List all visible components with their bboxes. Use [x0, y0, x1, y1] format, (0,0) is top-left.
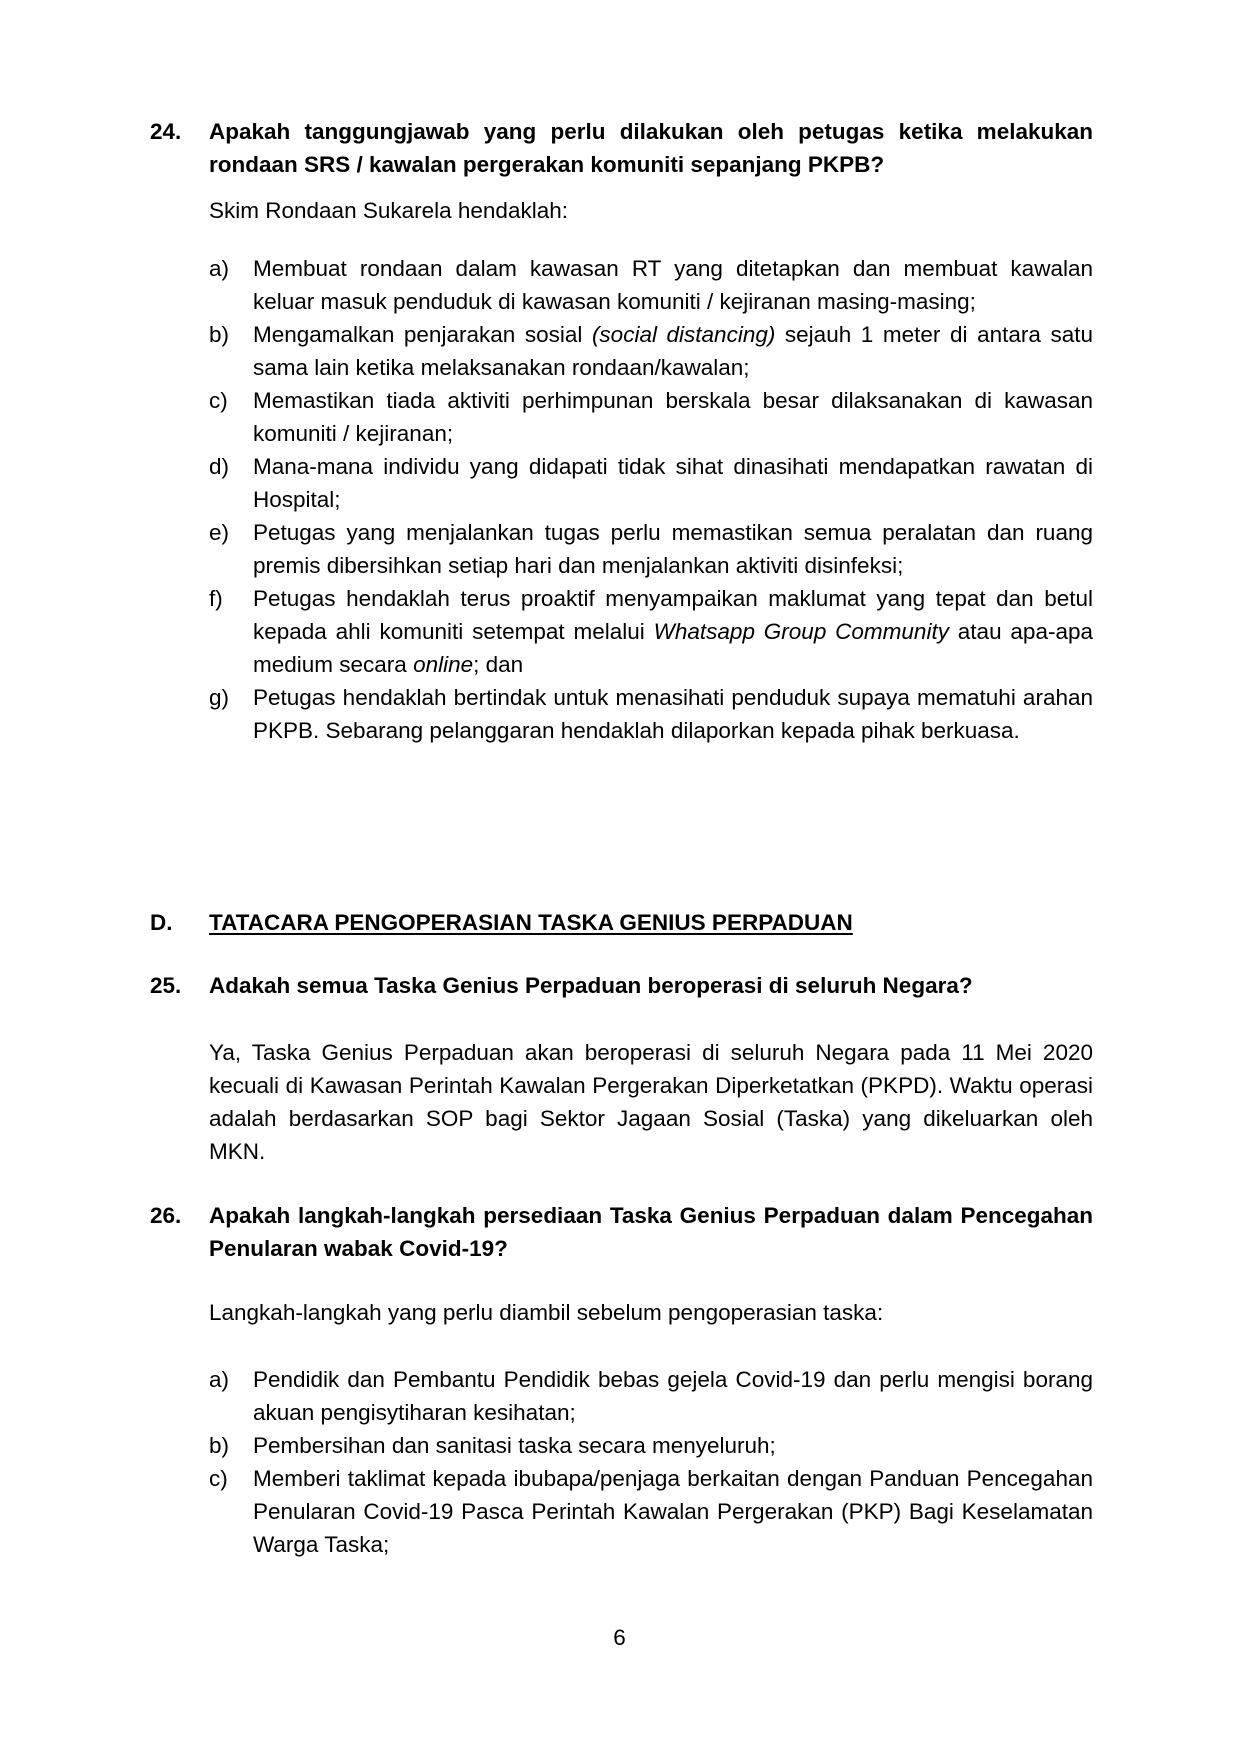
list-item [209, 384, 1093, 450]
list-text: Memastikan tiada aktiviti perhimpunan berskala besar dilaksanakan di kawasan komuniti / kejiranan; [253, 388, 1093, 446]
list-text: Membuat rondaan dalam kawasan RT yang ditetapkan dan membuat kawalan keluar masuk penduduk di kawasan komuniti / kejiranan masing-masing; [253, 256, 1093, 314]
list-text: Pembersihan dan sanitasi taska secara menyeluruh; [253, 1433, 776, 1458]
list-item [209, 1363, 1093, 1429]
question-text: Apakah tanggungjawab yang perlu dilakukan oleh petugas ketika melakukan rondaan SRS / kawalan pergerakan komuniti sepanjang PKPB? [209, 119, 1093, 177]
q24-intro: Skim Rondaan Sukarela hendaklah: [209, 198, 568, 223]
question-number: 24. [150, 119, 182, 144]
list-text: Mengamalkan penjarakan sosial (social distancing) sejauh 1 meter di antara satu sama lain ketika melaksanakan rondaan/kawalan; [253, 322, 1093, 380]
italic-term: Whatsapp Group Community [653, 619, 949, 644]
q26-intro: Langkah-langkah yang perlu diambil sebelum pengoperasian taska: [209, 1300, 884, 1325]
list-label: b) [209, 1433, 230, 1458]
list-text: Mana-mana individu yang didapati tidak sihat dinasihati mendapatkan rawatan di Hospital; [253, 454, 1093, 512]
question-text: Adakah semua Taska Genius Perpaduan beroperasi di seluruh Negara? [209, 973, 973, 998]
italic-term: online [413, 652, 474, 677]
section-letter: D. [150, 910, 173, 935]
list-label: f) [209, 586, 223, 611]
section-title: TATACARA PENGOPERASIAN TASKA GENIUS PERPADUAN [209, 910, 853, 935]
list-label: c) [209, 1466, 228, 1491]
list-label: b) [209, 322, 230, 347]
list-text: Memberi taklimat kepada ibubapa/penjaga berkaitan dengan Panduan Pencegahan Penularan Covid-19 Pasca Perintah Kawalan Pergerakan (PKP) Bagi Keselamatan Warga Taska; [253, 1466, 1093, 1557]
list-label: c) [209, 388, 228, 413]
question-26 [150, 1199, 1093, 1265]
list-item [209, 681, 1093, 747]
list-text: Petugas hendaklah bertindak untuk menasihati penduduk supaya mematuhi arahan PKPB. Sebarang pelanggaran hendaklah dilaporkan kepada pihak berkuasa. [253, 685, 1093, 743]
list-text: Petugas hendaklah terus proaktif menyampaikan maklumat yang tepat dan betul kepada ahli komuniti setempat melalui Whatsapp Group Community atau apa-apa medium secara online; dan [253, 586, 1093, 677]
page-number: 6 [613, 1625, 626, 1650]
question-25 [150, 969, 1093, 1002]
question-text: Apakah langkah-langkah persediaan Taska Genius Perpaduan dalam Pencegahan Penularan wabak Covid-19? [209, 1203, 1093, 1261]
list-item [209, 582, 1093, 681]
q24-list [209, 252, 1093, 747]
list-label: d) [209, 454, 230, 479]
list-item [209, 450, 1093, 516]
list-item [209, 516, 1093, 582]
list-label: a) [209, 256, 230, 281]
question-number: 25. [150, 973, 182, 998]
section-heading-d [150, 906, 1093, 939]
question-number: 26. [150, 1203, 182, 1228]
list-item [209, 318, 1093, 384]
list-text: Pendidik dan Pembantu Pendidik bebas gejela Covid-19 dan perlu mengisi borang akuan pengisytiharan kesihatan; [253, 1367, 1093, 1425]
italic-term: (social distancing) [591, 322, 776, 347]
question-24 [150, 115, 1093, 181]
list-item [209, 1429, 1093, 1462]
list-label: e) [209, 520, 230, 545]
list-label: g) [209, 685, 230, 710]
q26-list [209, 1363, 1093, 1561]
list-item [209, 252, 1093, 318]
list-label: a) [209, 1367, 230, 1392]
q25-answer: Ya, Taska Genius Perpaduan akan beroperasi di seluruh Negara pada 11 Mei 2020 kecuali di Kawasan Perintah Kawalan Pergerakan Diperketatkan (PKPD). Waktu operasi adalah berdasarkan SOP bagi Sektor Jagaan Sosial (Taska) yang dikeluarkan oleh MKN. [209, 1040, 1093, 1164]
list-item [209, 1462, 1093, 1561]
list-text: Petugas yang menjalankan tugas perlu memastikan semua peralatan dan ruang premis dibersihkan setiap hari dan menjalankan aktiviti disinfeksi; [253, 520, 1093, 578]
